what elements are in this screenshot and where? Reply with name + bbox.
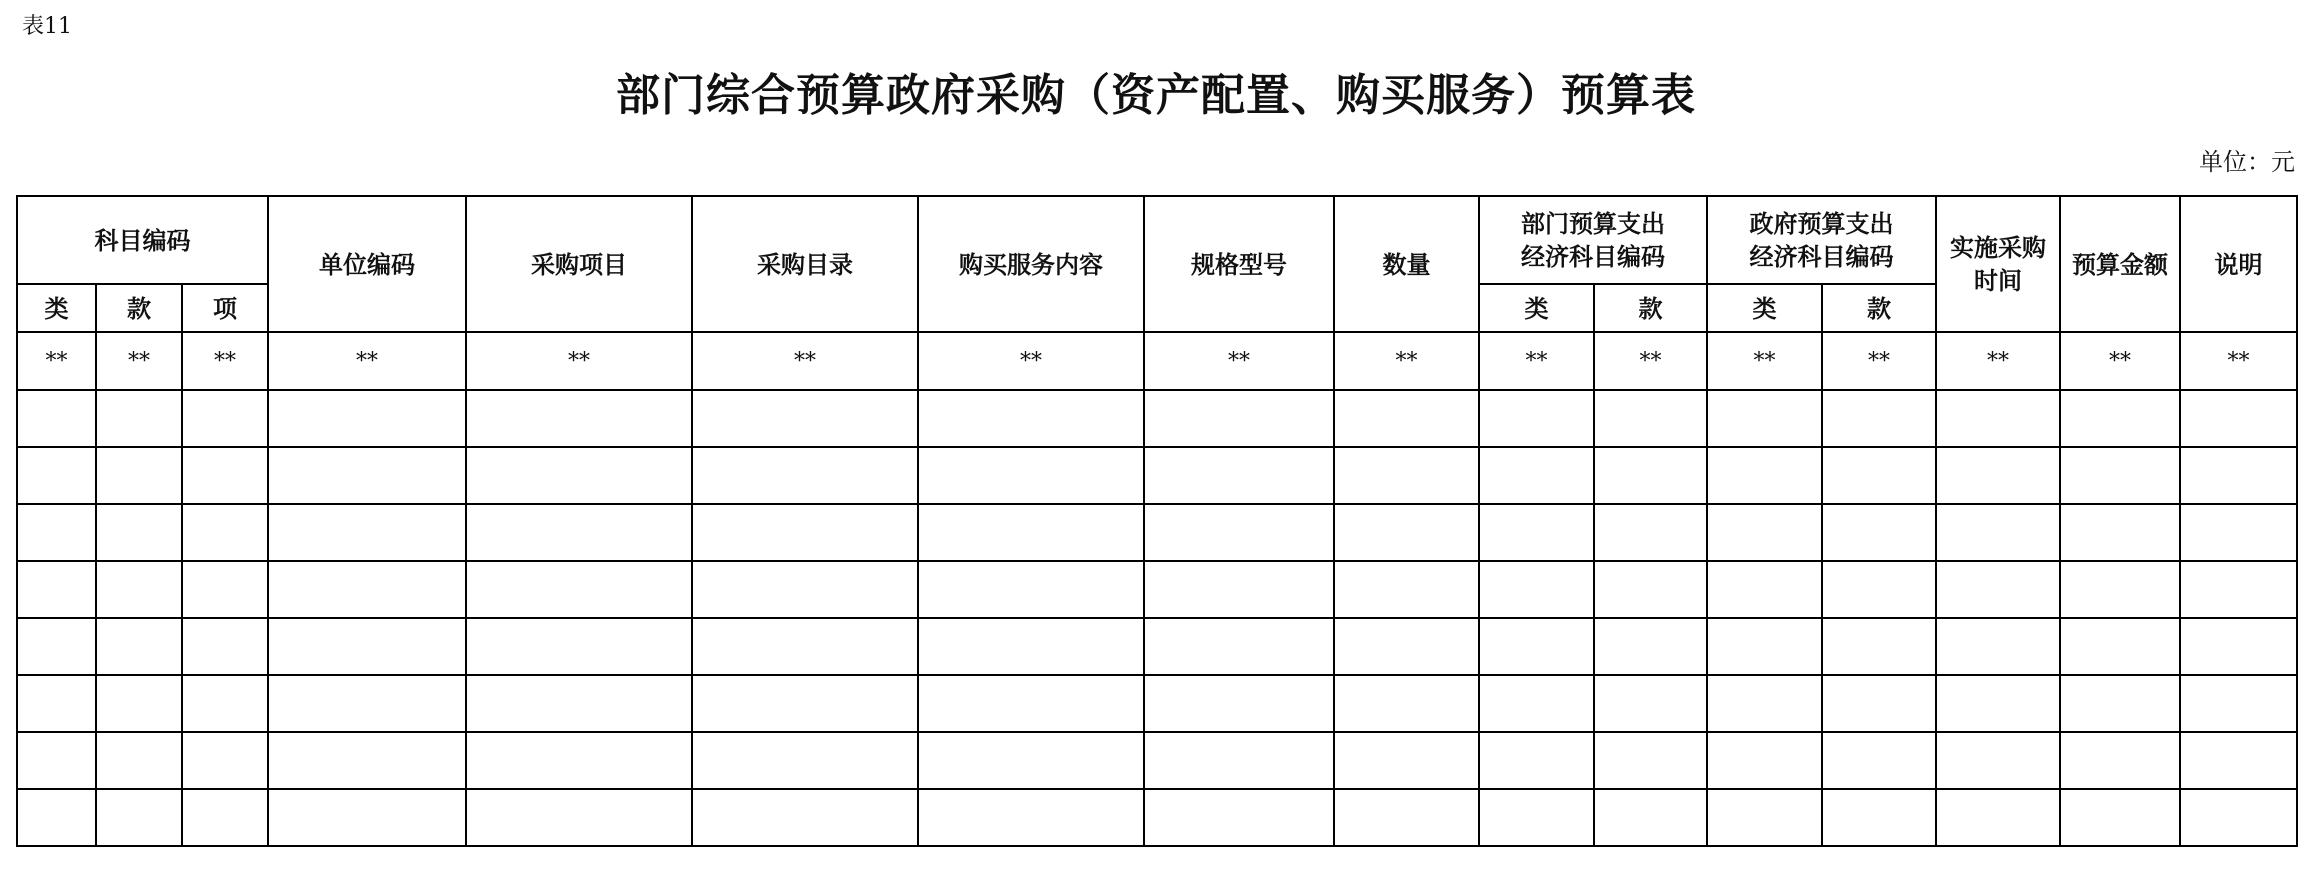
table-cell bbox=[17, 732, 96, 789]
table-cell bbox=[2060, 561, 2180, 618]
table-cell bbox=[1822, 618, 1936, 675]
table-cell bbox=[182, 618, 268, 675]
table-cell bbox=[466, 789, 692, 846]
table-cell bbox=[1707, 675, 1822, 732]
table-cell bbox=[1594, 390, 1707, 447]
table-cell bbox=[1822, 390, 1936, 447]
table-cell bbox=[466, 390, 692, 447]
table-cell bbox=[1144, 447, 1334, 504]
header-gov-econ-code-line2: 经济科目编码 bbox=[1749, 242, 1894, 271]
marker-cell: ** bbox=[1594, 332, 1707, 390]
table-cell bbox=[692, 618, 918, 675]
table-cell bbox=[692, 447, 918, 504]
budget-table bbox=[16, 195, 2298, 847]
header-quantity: 数量 bbox=[1334, 196, 1479, 332]
table-cell bbox=[2180, 561, 2297, 618]
table-cell bbox=[1334, 789, 1479, 846]
table-row bbox=[17, 618, 2297, 675]
table-cell bbox=[918, 618, 1144, 675]
table-row bbox=[17, 789, 2297, 846]
table-cell bbox=[2180, 390, 2297, 447]
table-cell bbox=[1594, 447, 1707, 504]
table-cell bbox=[2060, 447, 2180, 504]
table-cell bbox=[1594, 732, 1707, 789]
table-cell bbox=[96, 447, 182, 504]
table-cell bbox=[1936, 561, 2060, 618]
table-cell bbox=[268, 732, 466, 789]
table-cell bbox=[182, 732, 268, 789]
table-cell bbox=[96, 504, 182, 561]
table-row bbox=[17, 732, 2297, 789]
table-cell bbox=[1936, 504, 2060, 561]
table-cell bbox=[1822, 675, 1936, 732]
table-cell bbox=[17, 390, 96, 447]
table-row bbox=[17, 504, 2297, 561]
marker-cell: ** bbox=[1936, 332, 2060, 390]
table-cell bbox=[2180, 504, 2297, 561]
header-budget-amount: 预算金额 bbox=[2060, 196, 2180, 332]
table-cell bbox=[1334, 732, 1479, 789]
marker-cell: ** bbox=[1334, 332, 1479, 390]
table-cell bbox=[96, 789, 182, 846]
table-cell bbox=[1707, 732, 1822, 789]
marker-cell: ** bbox=[182, 332, 268, 390]
table-cell bbox=[1479, 675, 1594, 732]
table-cell bbox=[1822, 504, 1936, 561]
table-cell bbox=[1479, 390, 1594, 447]
table-cell bbox=[17, 675, 96, 732]
marker-cell: ** bbox=[918, 332, 1144, 390]
table-cell bbox=[1936, 732, 2060, 789]
table-cell bbox=[1707, 561, 1822, 618]
table-cell bbox=[1936, 390, 2060, 447]
table-cell bbox=[1479, 561, 1594, 618]
marker-cell: ** bbox=[466, 332, 692, 390]
header-dept-kuan: 款 bbox=[1594, 284, 1707, 332]
table-number: 表11 bbox=[22, 14, 72, 39]
table-cell bbox=[918, 561, 1144, 618]
header-procurement-item: 采购项目 bbox=[466, 196, 692, 332]
table-cell bbox=[692, 504, 918, 561]
table-cell bbox=[466, 561, 692, 618]
table-cell bbox=[17, 561, 96, 618]
marker-cell: ** bbox=[268, 332, 466, 390]
table-cell bbox=[182, 504, 268, 561]
table-cell bbox=[918, 390, 1144, 447]
marker-cell: ** bbox=[17, 332, 96, 390]
table-cell bbox=[1479, 732, 1594, 789]
table-cell bbox=[1334, 618, 1479, 675]
table-row bbox=[17, 390, 2297, 447]
header-impl-time-line2: 时间 bbox=[1974, 266, 2023, 295]
table-cell bbox=[2180, 789, 2297, 846]
table-cell bbox=[1707, 618, 1822, 675]
table-cell bbox=[1822, 732, 1936, 789]
table-cell bbox=[1144, 561, 1334, 618]
table-cell bbox=[1707, 390, 1822, 447]
header-subject-code: 科目编码 bbox=[17, 196, 268, 284]
header-gov-econ-code-line1: 政府预算支出 bbox=[1749, 209, 1894, 238]
header-subject-lei: 类 bbox=[17, 284, 96, 332]
table-cell bbox=[268, 447, 466, 504]
table-cell bbox=[17, 447, 96, 504]
table-cell bbox=[1936, 675, 2060, 732]
table-cell bbox=[918, 732, 1144, 789]
table-cell bbox=[1334, 675, 1479, 732]
table-cell bbox=[268, 561, 466, 618]
table-cell bbox=[17, 504, 96, 561]
header-unit-code: 单位编码 bbox=[268, 196, 466, 332]
table-cell bbox=[1936, 447, 2060, 504]
table-cell bbox=[1822, 561, 1936, 618]
table-cell bbox=[2060, 618, 2180, 675]
table-cell bbox=[2060, 390, 2180, 447]
table-cell bbox=[1707, 789, 1822, 846]
header-service-content: 购买服务内容 bbox=[918, 196, 1144, 332]
header-dept-econ-code-line1: 部门预算支出 bbox=[1521, 209, 1666, 238]
table-cell bbox=[268, 618, 466, 675]
table-cell bbox=[692, 561, 918, 618]
table-cell bbox=[1144, 504, 1334, 561]
table-cell bbox=[17, 618, 96, 675]
table-cell bbox=[96, 390, 182, 447]
table-row bbox=[17, 561, 2297, 618]
table-cell bbox=[1707, 447, 1822, 504]
table-cell bbox=[466, 504, 692, 561]
table-cell bbox=[182, 675, 268, 732]
table-cell bbox=[1594, 789, 1707, 846]
table-row bbox=[17, 675, 2297, 732]
marker-cell: ** bbox=[2060, 332, 2180, 390]
header-subject-kuan: 款 bbox=[96, 284, 182, 332]
table-cell bbox=[2180, 675, 2297, 732]
table-cell bbox=[692, 675, 918, 732]
table-cell bbox=[1594, 504, 1707, 561]
table-cell bbox=[182, 390, 268, 447]
table-cell bbox=[692, 789, 918, 846]
table-cell bbox=[466, 447, 692, 504]
marker-cell: ** bbox=[96, 332, 182, 390]
table-cell bbox=[96, 675, 182, 732]
marker-cell: ** bbox=[2180, 332, 2297, 390]
table-cell bbox=[692, 732, 918, 789]
table-cell bbox=[268, 504, 466, 561]
table-cell bbox=[268, 390, 466, 447]
table-cell bbox=[2060, 732, 2180, 789]
table-cell bbox=[1822, 447, 1936, 504]
table-cell bbox=[182, 789, 268, 846]
marker-cell: ** bbox=[1707, 332, 1822, 390]
table-cell bbox=[692, 390, 918, 447]
table-cell bbox=[2060, 789, 2180, 846]
table-cell bbox=[96, 618, 182, 675]
header-gov-kuan: 款 bbox=[1822, 284, 1936, 332]
table-cell bbox=[918, 675, 1144, 732]
table-cell bbox=[1936, 618, 2060, 675]
table-cell bbox=[1334, 390, 1479, 447]
table-cell bbox=[1144, 390, 1334, 447]
table-body bbox=[17, 332, 2297, 846]
table-cell bbox=[96, 561, 182, 618]
table-cell bbox=[1594, 561, 1707, 618]
table-cell bbox=[1822, 789, 1936, 846]
table-cell bbox=[1479, 447, 1594, 504]
table-cell bbox=[1479, 618, 1594, 675]
table-cell bbox=[1144, 675, 1334, 732]
table-cell bbox=[1479, 504, 1594, 561]
marker-cell: ** bbox=[692, 332, 918, 390]
table-cell bbox=[1334, 447, 1479, 504]
table-cell bbox=[2180, 618, 2297, 675]
table-cell bbox=[96, 732, 182, 789]
header-impl-time-line1: 实施采购 bbox=[1950, 233, 2047, 262]
header-subject-xiang: 项 bbox=[182, 284, 268, 332]
table-cell bbox=[918, 447, 1144, 504]
table-cell bbox=[1144, 618, 1334, 675]
header-description: 说明 bbox=[2180, 196, 2297, 332]
table-cell bbox=[1479, 789, 1594, 846]
table-cell bbox=[2060, 675, 2180, 732]
table-cell bbox=[1144, 732, 1334, 789]
table-cell bbox=[1594, 675, 1707, 732]
table-cell bbox=[182, 561, 268, 618]
table-cell bbox=[2180, 447, 2297, 504]
table-cell bbox=[1144, 789, 1334, 846]
header-dept-econ-code bbox=[1479, 196, 1707, 284]
table-cell bbox=[268, 675, 466, 732]
table-cell bbox=[466, 732, 692, 789]
unit-label: 单位：元 bbox=[2199, 148, 2295, 176]
table-cell bbox=[1707, 504, 1822, 561]
header-dept-lei: 类 bbox=[1479, 284, 1594, 332]
table-row bbox=[17, 447, 2297, 504]
table-cell bbox=[1594, 618, 1707, 675]
table-cell bbox=[17, 789, 96, 846]
table-cell bbox=[2060, 504, 2180, 561]
table-cell bbox=[268, 789, 466, 846]
table-cell bbox=[182, 447, 268, 504]
marker-row bbox=[17, 332, 2297, 390]
table-cell bbox=[918, 504, 1144, 561]
table-cell bbox=[2180, 732, 2297, 789]
page-title: 部门综合预算政府采购（资产配置、购买服务）预算表 bbox=[616, 70, 1696, 121]
table-cell bbox=[1334, 561, 1479, 618]
table-cell bbox=[1936, 789, 2060, 846]
header-gov-lei: 类 bbox=[1707, 284, 1822, 332]
marker-cell: ** bbox=[1479, 332, 1594, 390]
header-impl-time bbox=[1936, 196, 2060, 332]
table-cell bbox=[466, 618, 692, 675]
header-dept-econ-code-line2: 经济科目编码 bbox=[1521, 242, 1666, 271]
table-cell bbox=[918, 789, 1144, 846]
table-cell bbox=[1334, 504, 1479, 561]
header-spec-model: 规格型号 bbox=[1144, 196, 1334, 332]
header-procurement-catalog: 采购目录 bbox=[692, 196, 918, 332]
marker-cell: ** bbox=[1144, 332, 1334, 390]
header-gov-econ-code bbox=[1707, 196, 1936, 284]
table-cell bbox=[466, 675, 692, 732]
marker-cell: ** bbox=[1822, 332, 1936, 390]
